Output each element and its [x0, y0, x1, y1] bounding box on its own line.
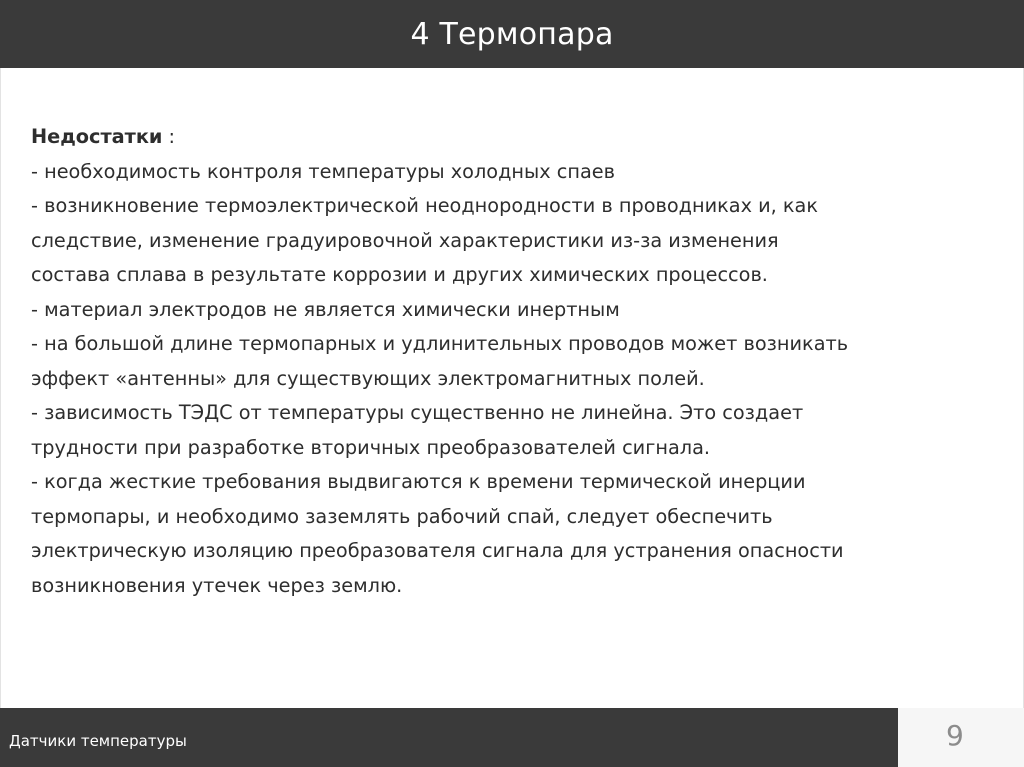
footer-label: Датчики температуры [9, 732, 187, 750]
text-line: - когда жесткие требования выдвигаются к времени термической инерции [31, 470, 806, 493]
page-number-box [898, 708, 1024, 767]
slide-body-text [31, 120, 1006, 603]
page-number: 9 [946, 719, 964, 752]
text-line: возникновения утечек через землю. [31, 573, 403, 597]
text-line: - на большой длине термопарных и удлинительных проводов может возникать [31, 332, 849, 355]
heading-suffix: : [162, 125, 176, 148]
slide-title: 4 Термопара [410, 16, 614, 52]
text-line: термопары, и необходимо заземлять рабочий спай, следует обеспечить [31, 504, 773, 528]
text-line: состава сплава в результате коррозии и других химических процессов. [31, 263, 768, 286]
text-line: эффект «антенны» для существующих электромагнитных полей. [31, 366, 705, 390]
text-line: следствие, изменение градуировочной характеристики из-за изменения [31, 228, 779, 252]
text-line: - необходимость контроля температуры холодных спаев [31, 159, 616, 183]
heading-line [31, 120, 1006, 155]
text-line: электрическую изоляцию преобразователя сигнала для устранения опасности [31, 539, 844, 562]
slide-header [0, 0, 1024, 68]
disadvantages-heading: Недостатки [31, 125, 163, 148]
text-line: - материал электродов не является химически инертным [31, 297, 620, 321]
text-line: трудности при разработке вторичных преобразователей сигнала. [31, 435, 711, 459]
text-line: - зависимость ТЭДС от температуры существенно не линейна. Это создает [31, 401, 804, 424]
text-line: - возникновение термоэлектрической неоднородности в проводниках и, как [31, 194, 819, 217]
content-panel [0, 68, 1024, 708]
slide-footer [0, 708, 898, 767]
